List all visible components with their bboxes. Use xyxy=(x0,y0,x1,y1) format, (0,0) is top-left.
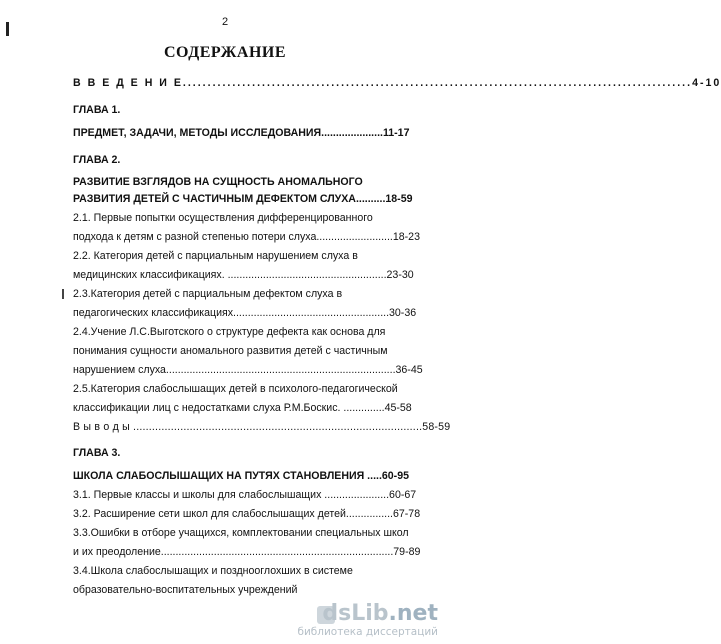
toc-section: образовательно-воспитательных учреждений xyxy=(73,584,298,596)
toc-section: 2.5.Категория слабослышащих детей в психолого-педагогической xyxy=(73,383,398,395)
toc-introduction: В В Е Д Е Н И Е.......................................................................................................4-10 xyxy=(73,77,721,89)
toc-section: 3.1. Первые классы и школы для слабослышащих ......................60-67 xyxy=(73,489,417,501)
toc-conclusions: В ы в о д ы ............................................................................................58-59 xyxy=(73,421,451,433)
watermark xyxy=(297,603,438,638)
scan-mark xyxy=(62,289,64,299)
toc-section: подхода к детям с разной степенью потери слуха..........................18-23 xyxy=(73,231,420,243)
toc-chapter-title: РАЗВИТИЕ ВЗГЛЯДОВ НА СУЩНОСТЬ АНОМАЛЬНОГО xyxy=(73,176,363,188)
toc-chapter-heading: ГЛАВА 3. xyxy=(73,447,121,459)
toc-section: 2.1. Первые попытки осуществления дифференцированного xyxy=(73,212,373,224)
toc-section: и их преодоление...............................................................................79-89 xyxy=(73,546,421,558)
watermark-subtitle: библиотека диссертаций xyxy=(297,626,438,638)
watermark-logo: dsLib.net xyxy=(322,601,438,626)
toc-section: нарушением слуха..............................................................................36-45 xyxy=(73,364,423,376)
toc-section: педагогических классификациях.....................................................30-36 xyxy=(73,307,417,319)
toc-section: 2.3.Категория детей с парциальным дефектом слуха в xyxy=(73,288,343,300)
toc-section: 3.2. Расширение сети школ для слабослышащих детей................67-78 xyxy=(73,508,421,520)
page-title: СОДЕРЖАНИЕ xyxy=(163,44,287,61)
toc-section: 3.3.Ошибки в отборе учащихся, комплектовании специальных школ xyxy=(73,527,409,539)
toc-section: 2.2. Категория детей с парциальным нарушением слуха в xyxy=(73,250,358,262)
page-number: 2 xyxy=(221,16,229,28)
toc-chapter-heading: ГЛАВА 1. xyxy=(73,104,121,116)
toc-chapter-title: ШКОЛА СЛАБОСЛЫШАЩИХ НА ПУТЯХ СТАНОВЛЕНИЯ .....60-95 xyxy=(73,470,409,482)
toc-section: 2.4.Учение Л.С.Выготского о структуре дефекта как основа для xyxy=(73,326,386,338)
toc-section: 3.4.Школа слабослышащих и позднооглохших в системе xyxy=(73,565,353,577)
toc-section: классификации лиц с недостатками слуха Р.М.Боскис. ..............45-58 xyxy=(73,402,412,414)
toc-chapter-title: РАЗВИТИЯ ДЕТЕЙ С ЧАСТИЧНЫМ ДЕФЕКТОМ СЛУХА..........18-59 xyxy=(73,193,413,205)
toc-section: понимания сущности аномального развития детей с частичным xyxy=(73,345,388,357)
toc-chapter-title: ПРЕДМЕТ, ЗАДАЧИ, МЕТОДЫ ИССЛЕДОВАНИЯ.....................11-17 xyxy=(73,127,410,139)
toc-section: медицинских классификациях. ......................................................23-30 xyxy=(73,269,414,281)
toc-chapter-heading: ГЛАВА 2. xyxy=(73,154,121,166)
